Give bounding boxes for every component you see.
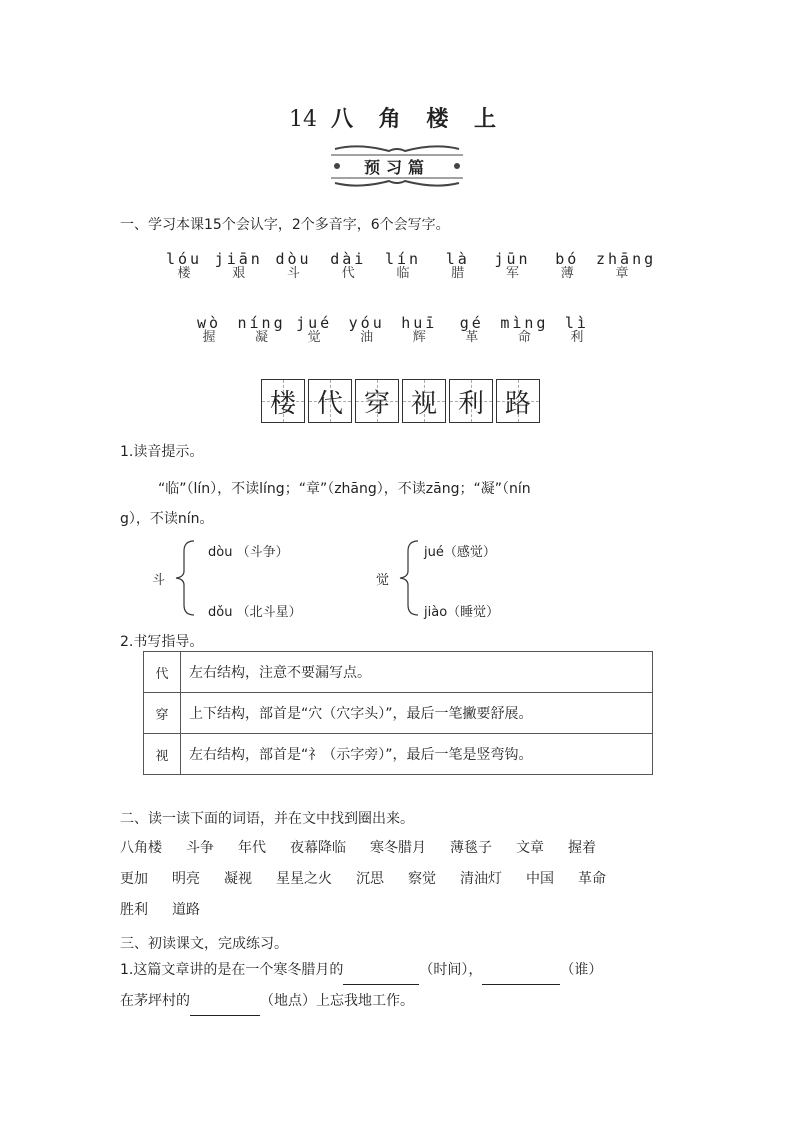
vocab-word: 凝视 [224, 870, 252, 887]
pinyin-char-item [596, 250, 657, 281]
pinyin-char-item [393, 315, 445, 345]
answer-blank-time[interactable] [343, 984, 419, 985]
word-row [120, 893, 680, 924]
pinyin-char-item [432, 251, 484, 281]
writing-cell [261, 379, 305, 423]
pinyin-text: dòu [275, 250, 312, 268]
vocab-word: 胜利 [120, 901, 148, 918]
pinyin-text: níng [237, 314, 286, 332]
pinyin-row-2 [183, 315, 603, 345]
answer-blank-who[interactable] [482, 984, 560, 985]
writing-cell [308, 379, 352, 423]
vocab-word: 寒冬腊月 [370, 839, 426, 856]
hanzi-text: 腊 [451, 266, 465, 281]
q1-text-e: （地点）上忘我地工作。 [260, 993, 414, 1009]
hanzi-text: 艰 [232, 266, 246, 281]
hanzi-text: 革 [465, 330, 479, 345]
pinyin-text: lín [384, 250, 422, 268]
guide-text: 左右结构，注意不要漏写点。 [181, 652, 653, 693]
table-row [144, 693, 653, 734]
pinyin-text: wò [196, 314, 222, 332]
answer-blank-place[interactable] [190, 1015, 260, 1016]
pinyin-row-1 [158, 250, 657, 281]
table-row [144, 652, 653, 693]
lesson-number: 14 [289, 107, 317, 132]
section2-heading: 二、读一读下面的词语，并在文中找到圈出来。 [120, 811, 414, 827]
writing-cell [449, 379, 493, 423]
vocab-word: 明亮 [172, 870, 200, 887]
pinyin-text: lì [564, 314, 589, 332]
pinyin-text: yóu [348, 314, 385, 332]
vocab-word: 薄毯子 [450, 839, 492, 856]
hanzi-text: 握 [202, 330, 216, 345]
writing-char: 穿 [363, 388, 390, 419]
hanzi-text: 薄 [560, 266, 574, 281]
brace-jue [398, 539, 420, 617]
vocab-word: 中国 [526, 870, 554, 887]
section1-heading: 一、学习本课15个会认字，2个多音字，6个会写字。 [120, 217, 450, 233]
hanzi-text: 楼 [177, 266, 191, 281]
vocab-word: 革命 [578, 870, 606, 887]
vocab-word: 星星之火 [276, 870, 332, 887]
pinyin-char-item [183, 315, 235, 345]
pinyin-char-item [158, 251, 210, 281]
hanzi-text: 辉 [412, 330, 426, 345]
pinyin-text: jūn [494, 250, 531, 268]
pinyin-char-item [236, 315, 288, 345]
brace-dou [174, 539, 196, 617]
pinyin-char-item [446, 315, 498, 345]
vocab-word: 握着 [568, 839, 596, 856]
vocab-word: 更加 [120, 870, 148, 887]
pinyin-text: jiān [214, 250, 263, 268]
guide-char: 穿 [144, 693, 181, 734]
jue-reading-1: jué（感觉） [424, 545, 496, 560]
table-row [144, 734, 653, 775]
hanzi-text: 斗 [286, 266, 300, 281]
writing-cell [496, 379, 540, 423]
polyphone-jue-char: 觉 [376, 573, 390, 588]
polyphone-dou-char: 斗 [152, 573, 166, 588]
hanzi-text: 利 [570, 330, 584, 345]
guide-text: 上下结构，部首是“穴（穴字头）”，最后一笔撇要舒展。 [181, 693, 653, 734]
guide-char: 代 [144, 652, 181, 693]
writing-char: 楼 [269, 388, 296, 419]
guide-char: 视 [144, 734, 181, 775]
q1-text-d: 在茅坪村的 [120, 993, 190, 1009]
writing-cell [355, 379, 399, 423]
hanzi-text: 代 [341, 266, 355, 281]
section3-heading: 三、初读课文，完成练习。 [120, 936, 288, 952]
lesson-title: 八 角 楼 上 [331, 106, 505, 132]
hanzi-text: 军 [505, 266, 519, 281]
hanzi-text: 觉 [307, 330, 321, 345]
vocab-word: 沉思 [356, 870, 384, 887]
pinyin-char-item [487, 251, 539, 281]
vocab-word: 斗争 [186, 839, 214, 856]
vocab-word: 道路 [172, 901, 200, 918]
writing-char: 路 [504, 388, 531, 419]
vocab-word: 察觉 [408, 870, 436, 887]
pinyin-char-item [551, 315, 603, 345]
vocab-word: 夜幕降临 [290, 839, 346, 856]
jue-reading-2: jiào（睡觉） [424, 605, 500, 620]
page-title [0, 102, 794, 133]
pinyin-char-item [213, 251, 265, 281]
reading-tip-heading: 1.读音提示。 [120, 444, 204, 460]
dou-reading-1: dòu （斗争） [208, 545, 289, 560]
pinyin-text: gé [459, 314, 484, 332]
writing-guide-heading: 2.书写指导。 [120, 634, 204, 650]
writing-char: 代 [316, 388, 343, 419]
q1-text-b: （时间）， [419, 962, 483, 978]
pinyin-char-item [377, 251, 429, 281]
guide-text: 左右结构，部首是“礻（示字旁）”，最后一笔是竖弯钩。 [181, 734, 653, 775]
writing-char: 利 [457, 388, 484, 419]
vocab-word: 年代 [238, 839, 266, 856]
reading-tip-line2: g），不读nín。 [120, 511, 214, 527]
word-list [120, 831, 680, 924]
pinyin-char-item [322, 251, 374, 281]
pinyin-text: mìng [500, 314, 549, 332]
pinyin-text: jué [296, 314, 333, 332]
pinyin-text: lóu [165, 250, 203, 268]
pinyin-char-item [341, 315, 393, 345]
q1-text-a: 1.这篇文章讲的是在一个寒冬腊月的 [120, 962, 344, 978]
word-row [120, 862, 680, 893]
hanzi-text: 油 [360, 330, 374, 345]
pinyin-char-item [268, 251, 320, 281]
writing-grid [261, 379, 540, 423]
hanzi-text: 临 [396, 266, 410, 281]
hanzi-text: 凝 [255, 330, 269, 345]
pinyin-text: huī [401, 314, 438, 332]
pinyin-char-item [498, 315, 550, 345]
pinyin-char-item [541, 251, 593, 281]
pinyin-text: bó [555, 250, 580, 268]
writing-char: 视 [410, 388, 437, 419]
vocab-word: 清油灯 [460, 870, 502, 887]
hanzi-text: 命 [517, 330, 531, 345]
pinyin-text: zhāng [596, 250, 657, 268]
writing-cell [402, 379, 446, 423]
q1-text-c: （谁） [560, 962, 603, 978]
pinyin-text: dài [330, 250, 367, 268]
pinyin-char-item [288, 315, 340, 345]
dou-reading-2: dǒu （北斗星） [208, 605, 302, 620]
banner-label: 预习篇 [363, 158, 430, 177]
reading-tip-line1: “临”（lín），不读líng；“章”（zhāng），不读zāng；“凝”（nín [158, 481, 531, 497]
writing-guide-table [143, 651, 653, 775]
pinyin-text: là [445, 250, 470, 268]
vocab-word: 八角楼 [120, 839, 162, 856]
hanzi-text: 章 [615, 266, 629, 281]
vocab-word: 文章 [516, 839, 544, 856]
question-1-line-1 [120, 955, 680, 985]
word-row [120, 831, 680, 862]
question-1-line-2 [120, 986, 680, 1016]
